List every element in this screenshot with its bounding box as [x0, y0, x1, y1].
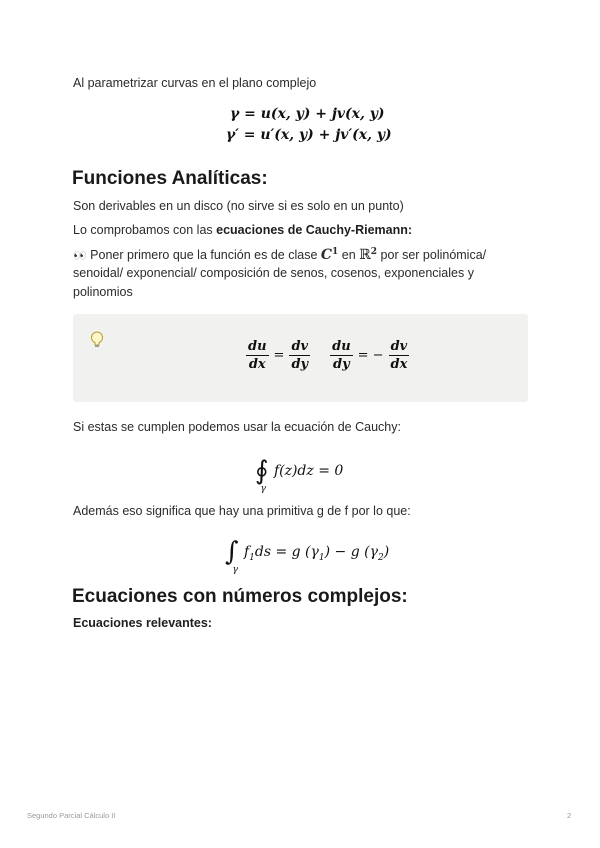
footer-page-number: 2 [567, 811, 572, 820]
real-r-exponent: 2 [370, 247, 378, 257]
integral-subscript: γ [260, 484, 266, 494]
primitive-subscript: γ [232, 565, 238, 575]
eyes-icon: 👀 [73, 250, 87, 263]
heading-funciones-analiticas: Funciones Analíticas: [72, 168, 268, 189]
class-note-text-a: Poner primero que la función es de clase [86, 248, 321, 263]
equals-sign: = [273, 348, 285, 363]
fraction-dv-dx: $\frac{dv}{dx}$ [390, 339, 408, 372]
relevant-equations-subheading: Ecuaciones relevantes: [73, 616, 212, 630]
class-c1-note-line2: senoidal/ exponencial/ composición de senos, cosenos, exponenciales y [73, 266, 474, 280]
real-r-symbol: ℝ [359, 247, 371, 264]
heading-ecuaciones-complejos: Ecuaciones con números complejos: [72, 586, 408, 607]
class-c1-note-line3: polinomios [73, 285, 133, 299]
footer-document-title: Segundo Parcial Cálculo II [27, 811, 116, 820]
fraction-dv-dy: $\frac{dv}{dy}$ [291, 339, 309, 372]
cauchy-integral-equation [255, 452, 344, 494]
cauchy-riemann-bold: ecuaciones de Cauchy-Riemann: [216, 223, 413, 237]
cauchy-riemann-equations [243, 339, 412, 372]
equation-gamma-prime: γ′ = u′(x, y) + jv′(x, y) [226, 127, 392, 143]
fraction-du-dy: $\frac{du}{dy}$ [332, 339, 351, 372]
equation-gamma: γ = u(x, y) + jv(x, y) [230, 106, 385, 122]
integral-symbol: ∫ [225, 537, 239, 567]
cauchy-riemann-intro [73, 221, 412, 239]
class-c-exponent: 1 [332, 247, 339, 257]
lightbulb-icon [90, 331, 104, 349]
fraction-du-dx: $\frac{du}{dx}$ [248, 339, 267, 372]
class-note-text-b: por ser polinómica/ [377, 248, 487, 263]
cauchy-riemann-prefix: Lo comprobamos con las [73, 223, 217, 237]
primitive-equation: $\int_\gamma f_1ds = g$ $(\gamma_1) - g$ $(\gamma_2)$ [225, 537, 390, 575]
cauchy-condition-text: Si estas se cumplen podemos usar la ecuación de Cauchy: [73, 420, 401, 434]
negative-equals-sign: = − [357, 348, 384, 363]
analytic-definition-text: Son derivables en un disco (no sirve si es solo en un punto) [73, 199, 404, 213]
cauchy-riemann-callout [73, 314, 528, 402]
primitive-text: Además eso significa que hay una primitiva g de f por lo que: [73, 504, 411, 518]
class-c1-note [73, 243, 486, 265]
cauchy-integral-body: f(z)dz = 0 [273, 463, 344, 479]
class-note-en: en [338, 248, 360, 263]
class-c-symbol: C [320, 247, 333, 264]
intro-text: Al parametrizar curvas en el plano complejo [73, 76, 317, 90]
contour-integral-symbol: ∮ [255, 456, 269, 486]
